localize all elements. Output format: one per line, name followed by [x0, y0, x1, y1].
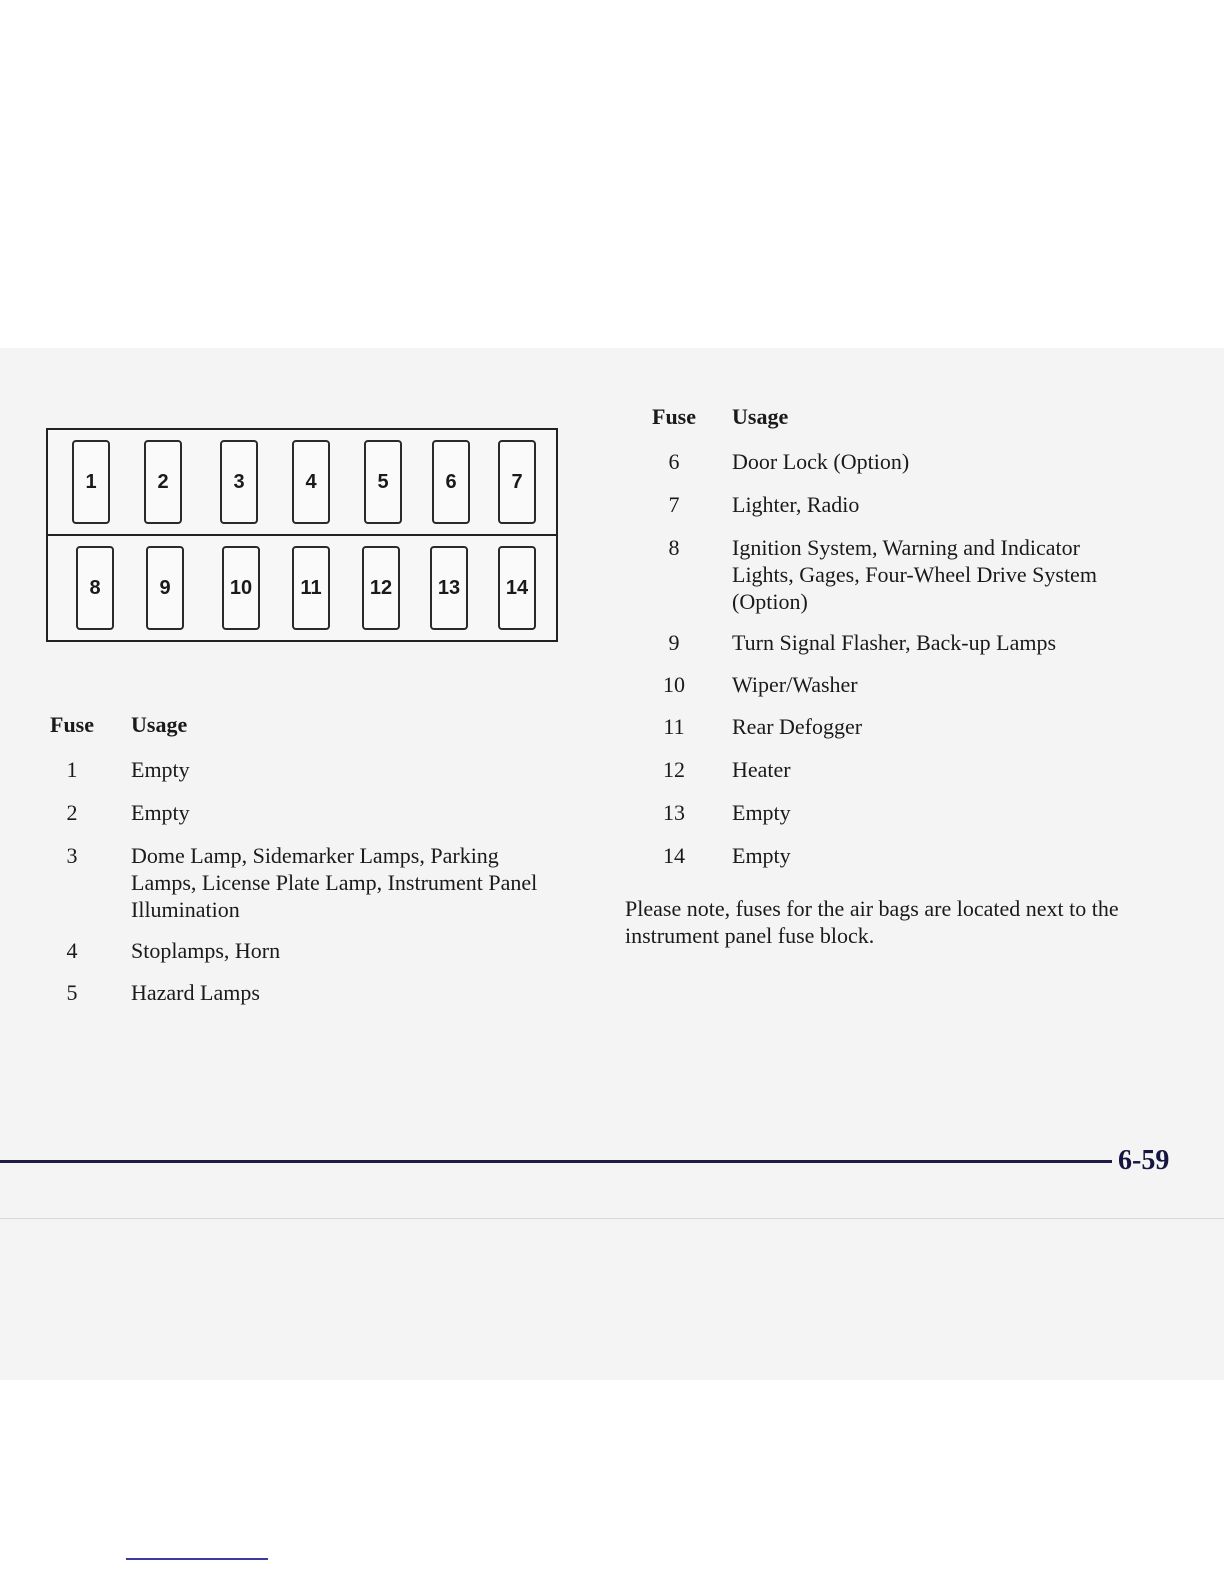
fuse-usage: Stoplamps, Horn — [131, 938, 281, 963]
fuse-number: 7 — [668, 492, 680, 517]
table-row — [46, 799, 566, 826]
table-row — [648, 713, 1168, 740]
bottom-decorative-line — [126, 1558, 268, 1560]
fuse-5: 5 — [364, 440, 402, 524]
fuse-usage: Hazard Lamps — [131, 980, 260, 1005]
fuse-usage: Heater — [732, 757, 791, 782]
table-row — [46, 979, 566, 1006]
table-row — [648, 756, 1168, 783]
fuse-4: 4 — [292, 440, 330, 524]
fuse-10: 10 — [222, 546, 260, 630]
fuse-13: 13 — [430, 546, 468, 630]
fuse-table-right — [648, 404, 1168, 869]
footer-rule — [0, 1160, 1112, 1163]
table-row — [648, 534, 1168, 615]
usage-column-header: Usage — [732, 404, 789, 429]
fuse-9: 9 — [146, 546, 184, 630]
fuse-3: 3 — [220, 440, 258, 524]
fuse-row-bottom — [48, 536, 556, 640]
fuse-6: 6 — [432, 440, 470, 524]
fuse-14: 14 — [498, 546, 536, 630]
fuse-number: 1 — [66, 757, 78, 782]
table-row — [648, 799, 1168, 826]
table-row — [46, 756, 566, 783]
fuse-usage: Lighter, Radio — [732, 492, 860, 517]
fuse-11: 11 — [292, 546, 330, 630]
fuse-number: 10 — [663, 672, 685, 697]
fuse-usage: Door Lock (Option) — [732, 449, 910, 474]
fuse-number: 4 — [66, 938, 78, 963]
page-divider — [0, 1218, 1224, 1219]
fuse-usage: Wiper/Washer — [732, 672, 858, 697]
table-header — [46, 712, 566, 742]
fuse-number: 6 — [668, 449, 680, 474]
fuse-usage: Rear Defogger — [732, 714, 863, 739]
fuse-column-header: Fuse — [50, 712, 94, 737]
fuse-7: 7 — [498, 440, 536, 524]
table-row — [648, 671, 1168, 698]
fuse-number: 8 — [668, 535, 680, 560]
table-row — [46, 842, 566, 923]
air-bag-fuse-note: Please note, fuses for the air bags are located next to the instrument panel fuse block. — [625, 896, 1119, 948]
fuse-usage: Empty — [732, 843, 791, 868]
fuse-usage: Empty — [131, 800, 190, 825]
fuse-table-left — [46, 712, 566, 1006]
fuse-usage: Dome Lamp, Sidemarker Lamps, Parking Lamps, License Plate Lamp, Instrument Panel Illumination — [131, 843, 538, 922]
fuse-number: 11 — [663, 714, 685, 739]
fuse-number: 13 — [663, 800, 685, 825]
fuse-row-top — [48, 430, 556, 536]
fuse-column-header: Fuse — [652, 404, 696, 429]
fuse-number: 14 — [663, 843, 685, 868]
fuse-usage: Ignition System, Warning and Indicator Lights, Gages, Four-Wheel Drive System (Option) — [732, 535, 1097, 614]
fuse-2: 2 — [144, 440, 182, 524]
fuse-number: 12 — [663, 757, 685, 782]
fuse-usage: Empty — [732, 800, 791, 825]
fuse-number: 9 — [668, 630, 680, 655]
table-row — [648, 448, 1168, 475]
fuse-8: 8 — [76, 546, 114, 630]
fuse-block-diagram — [46, 428, 558, 642]
fuse-number: 3 — [66, 843, 78, 868]
table-row — [648, 629, 1168, 656]
table-header — [648, 404, 1168, 434]
fuse-usage: Empty — [131, 757, 190, 782]
table-row — [648, 491, 1168, 518]
fuse-usage: Turn Signal Flasher, Back-up Lamps — [732, 630, 1057, 655]
fuse-12: 12 — [362, 546, 400, 630]
page-number: 6-59 — [1118, 1145, 1170, 1176]
fuse-number: 2 — [66, 800, 78, 825]
table-row — [46, 937, 566, 964]
usage-column-header: Usage — [131, 712, 188, 737]
fuse-1: 1 — [72, 440, 110, 524]
fuse-number: 5 — [66, 980, 78, 1005]
table-row — [648, 842, 1168, 869]
